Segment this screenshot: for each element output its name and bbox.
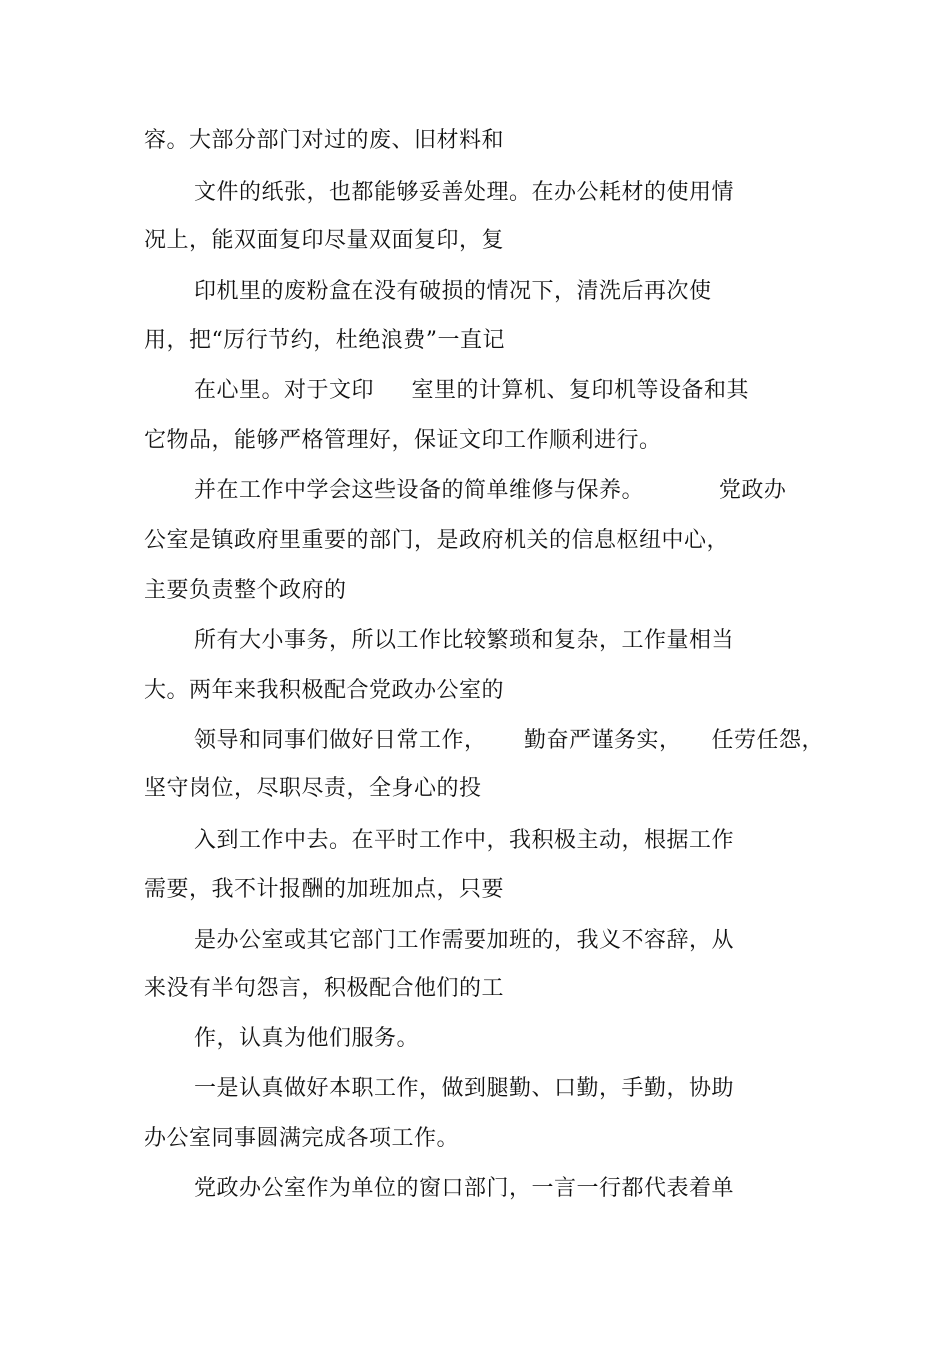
text-line-16: 需要，我不计报酬的加班加点，只要 [144,877,505,902]
text-line-19: 作，认真为他们服务。 [194,1026,420,1051]
text-line-5: 用，把“厉行节约，杜绝浪费”一直记 [144,328,505,353]
text-line-11: 所有大小事务，所以工作比较繁琐和复杂，工作量相当 [194,628,735,653]
text-line-3: 况上，能双面复印尽量双面复印，复 [144,228,505,253]
text-line-7: 它物品，能够严格管理好，保证文印工作顺利进行。 [144,428,662,453]
text-line-14: 坚守岗位，尽职尽责，全身心的投 [144,776,482,801]
text-line-12: 大。两年来我积极配合党政办公室的 [144,678,505,703]
text-line-6: 在心里。对于文印 室里的计算机、复印机等设备和其 [194,378,749,403]
text-line-8: 并在工作中学会这些设备的简单维修与保养。 党政办 [194,478,787,503]
text-line-1: 容。大部分部门对过的废、旧材料和 [144,128,505,153]
text-line-10: 主要负责整个政府的 [144,578,347,603]
text-line-17: 是办公室或其它部门工作需要加班的，我义不容辞，从 [194,928,735,953]
text-line-18: 来没有半句怨言，积极配合他们的工 [144,976,505,1001]
text-line-21: 办公室同事圆满完成各项工作。 [144,1126,460,1151]
text-line-9: 公室是镇政府里重要的部门，是政府机关的信息枢纽中心， [144,528,730,553]
text-line-15: 入到工作中去。在平时工作中，我积极主动，根据工作 [194,828,735,853]
text-line-20: 一是认真做好本职工作，做到腿勤、口勤，手勤，协助 [194,1076,735,1101]
text-line-4: 印机里的废粉盒在没有破损的情况下，清洗后再次使 [194,279,712,304]
text-line-2: 文件的纸张，也都能够妥善处理。在办公耗材的使用情 [194,180,735,205]
text-line-13: 领导和同事们做好日常工作， 勤奋严谨务实， 任劳任怨， [194,728,824,753]
text-line-22: 党政办公室作为单位的窗口部门，一言一行都代表着单 [194,1176,735,1201]
